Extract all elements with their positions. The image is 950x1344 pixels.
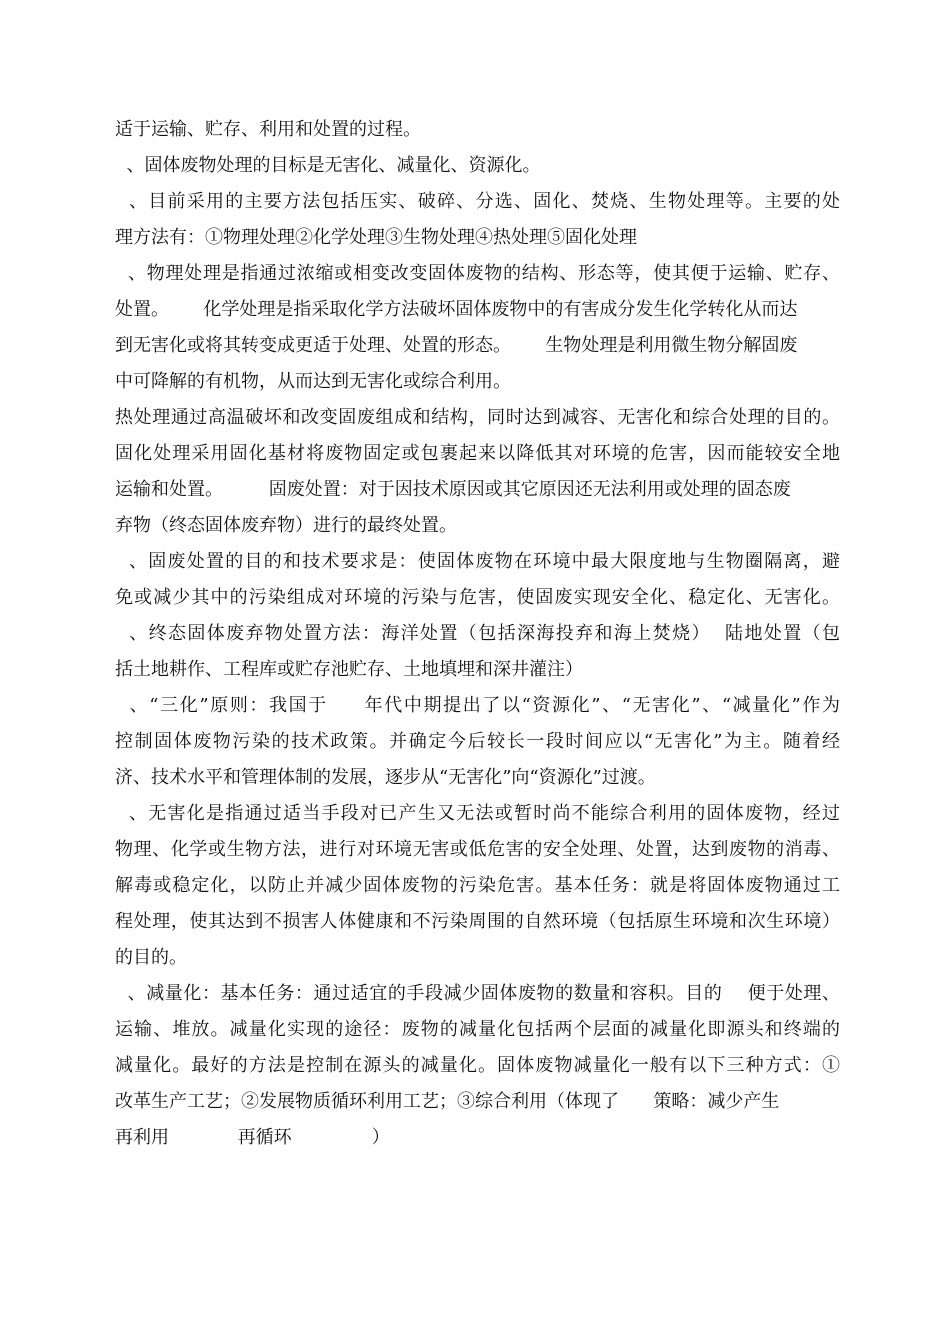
text-line: 中可降解的有机物，从而达到无害化或综合利用。	[115, 371, 511, 392]
text-line: 改革生产工艺；②发展物质循环利用工艺；③综合利用（体现了 策略：减少产生	[115, 1091, 780, 1112]
text-line: 、终态固体废弃物处置方法：海洋处置（包括深海投弃和海上焚烧） 陆地处置（包	[115, 623, 840, 644]
text-line: 运输和处置。 固废处置：对于因技术原因或其它原因还无法利用或处理的固态废	[115, 479, 791, 500]
text-line: 、减量化：基本任务：通过适宜的手段减少固体废物的数量和容积。目的 便于处理、	[115, 983, 840, 1004]
text-line: 括土地耕作、工程库或贮存池贮存、土地填埋和深井灌注）	[115, 659, 583, 680]
text-line: 免或减少其中的污染组成对环境的污染与危害，使固废实现安全化、稳定化、无害化。	[115, 587, 840, 608]
text-line: 弃物（终态固体废弃物）进行的最终处置。	[115, 515, 457, 536]
text-line: 、无害化是指通过适当手段对已产生又无法或暂时尚不能综合利用的固体废物，经过	[115, 803, 840, 824]
text-line: 运输、堆放。减量化实现的途径：废物的减量化包括两个层面的减量化即源头和终端的	[115, 1019, 840, 1040]
text-line: 理方法有：①物理处理②化学处理③生物处理④热处理⑤固化处理	[115, 227, 637, 248]
text-line: 、“三化”原则：我国于 年代中期提出了以“资源化”、“无害化”、“减量化”作为	[115, 695, 840, 716]
text-line: 济、技术水平和管理体制的发展，逐步从“无害化”向“资源化”过渡。	[115, 767, 656, 788]
text-line: 解毒或稳定化，以防止并减少固体废物的污染危害。基本任务：就是将固体废物通过工	[115, 875, 840, 896]
text-line: 、物理处理是指通过浓缩或相变改变固体废物的结构、形态等，使其便于运输、贮存、	[115, 263, 840, 284]
text-line: 物理、化学或生物方法，进行对环境无害或低危害的安全处理、处置，达到废物的消毒、	[115, 839, 840, 860]
text-line: 再利用 再循环 ）	[115, 1127, 390, 1148]
text-line: 、固废处置的目的和技术要求是：使固体废物在环境中最大限度地与生物圈隔离，避	[115, 551, 840, 572]
text-line: 控制固体废物污染的技术政策。并确定今后较长一段时间应以“无害化”为主。随着经	[115, 731, 840, 752]
text-line: 、目前采用的主要方法包括压实、破碎、分选、固化、焚烧、生物处理等。主要的处	[115, 191, 840, 212]
text-line: 程处理，使其达到不损害人体健康和不污染周围的自然环境（包括原生环境和次生环境）	[115, 911, 840, 932]
text-line: 到无害化或将其转变成更适于处理、处置的形态。 生物处理是利用微生物分解固废	[115, 335, 798, 356]
text-line: 减量化。最好的方法是控制在源头的减量化。固体废物减量化一般有以下三种方式：①	[115, 1055, 840, 1076]
text-line: 适于运输、贮存、利用和处置的过程。	[115, 119, 421, 140]
document-body	[115, 112, 840, 1156]
text-line: 处置。 化学处理是指采取化学方法破坏固体废物中的有害成分发生化学转化从而达	[115, 299, 798, 320]
text-line: 的目的。	[115, 947, 187, 968]
text-line: 热处理通过高温破坏和改变固废组成和结构，同时达到减容、无害化和综合处理的目的。	[115, 407, 840, 428]
text-line: 、固体废物处理的目标是无害化、减量化、资源化。	[115, 155, 541, 176]
text-line: 固化处理采用固化基材将废物固定或包裹起来以降低其对环境的危害，因而能较安全地	[115, 443, 840, 464]
